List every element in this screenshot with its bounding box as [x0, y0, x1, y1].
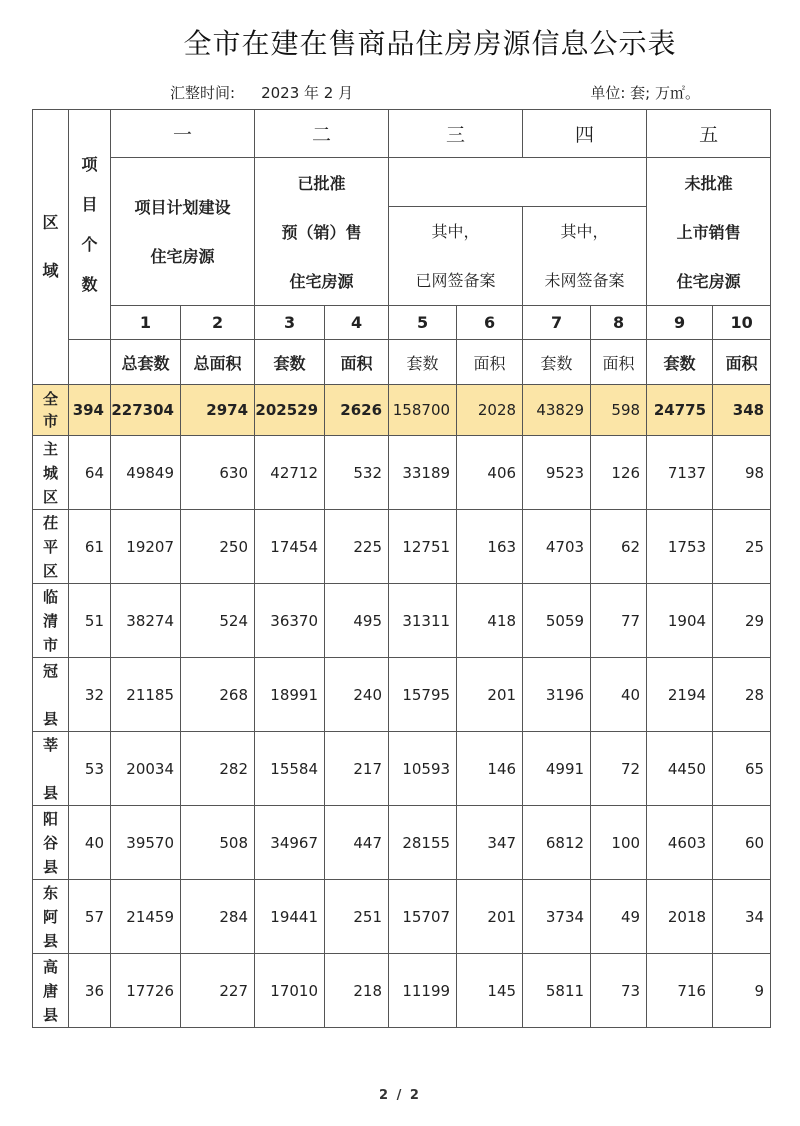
value-cell: 630	[181, 436, 255, 510]
value-cell: 347	[457, 806, 523, 880]
value-cell: 4603	[647, 806, 713, 880]
value-cell: 21185	[111, 658, 181, 732]
col-number: 3	[255, 306, 325, 340]
value-cell: 126	[591, 436, 647, 510]
region-name: 主 城 区	[33, 436, 69, 510]
value-cell: 25	[713, 510, 771, 584]
value-cell: 225	[325, 510, 389, 584]
value-cell: 39570	[111, 806, 181, 880]
table-row	[33, 732, 771, 806]
value-cell: 73	[591, 954, 647, 1028]
value-cell: 17454	[255, 510, 325, 584]
project-count: 57	[69, 880, 111, 954]
header-row-col-names	[33, 340, 771, 385]
value-cell: 42712	[255, 436, 325, 510]
table-row	[33, 584, 771, 658]
value-cell: 9	[713, 954, 771, 1028]
value-cell: 4703	[523, 510, 591, 584]
value-cell: 77	[591, 584, 647, 658]
group-unapproved-l1: 未批准	[647, 158, 771, 207]
header-project-count: 项 目 个 数	[69, 110, 111, 340]
project-count: 51	[69, 584, 111, 658]
table-row	[33, 436, 771, 510]
group-signed: 其中， 已网签备案	[389, 207, 523, 306]
value-cell: 17010	[255, 954, 325, 1028]
value-cell: 19441	[255, 880, 325, 954]
region-name: 东 阿 县	[33, 880, 69, 954]
group-unapproved-l2: 上市销售	[647, 207, 771, 257]
value-cell: 227304	[111, 385, 181, 436]
col-number: 8	[591, 306, 647, 340]
time-label: 汇整时间:	[170, 84, 236, 102]
value-cell: 34967	[255, 806, 325, 880]
value-cell: 15795	[389, 658, 457, 732]
value-cell: 2028	[457, 385, 523, 436]
section-1: 一	[111, 110, 255, 158]
region-name: 冠 县	[33, 658, 69, 732]
value-cell: 146	[457, 732, 523, 806]
value-cell: 5811	[523, 954, 591, 1028]
value-cell: 282	[181, 732, 255, 806]
col-number: 1	[111, 306, 181, 340]
header-region: 区 域	[33, 110, 69, 385]
project-count: 32	[69, 658, 111, 732]
value-cell: 250	[181, 510, 255, 584]
project-count: 61	[69, 510, 111, 584]
project-count: 40	[69, 806, 111, 880]
value-cell: 20034	[111, 732, 181, 806]
section-3: 三	[389, 110, 523, 158]
region-name: 全 市	[33, 385, 69, 436]
value-cell: 24775	[647, 385, 713, 436]
value-cell: 2626	[325, 385, 389, 436]
value-cell: 202529	[255, 385, 325, 436]
col-name: 面积	[457, 340, 523, 385]
col-number: 4	[325, 306, 389, 340]
table-row	[33, 658, 771, 732]
value-cell: 40	[591, 658, 647, 732]
total-row	[33, 385, 771, 436]
value-cell: 227	[181, 954, 255, 1028]
value-cell: 348	[713, 385, 771, 436]
value-cell: 49	[591, 880, 647, 954]
group-approved-l3: 住宅房源	[255, 256, 389, 306]
region-name: 莘 县	[33, 732, 69, 806]
region-name: 茌 平 区	[33, 510, 69, 584]
value-cell: 1904	[647, 584, 713, 658]
value-cell: 524	[181, 584, 255, 658]
value-cell: 17726	[111, 954, 181, 1028]
value-cell: 158700	[389, 385, 457, 436]
region-name: 高 唐 县	[33, 954, 69, 1028]
project-count: 53	[69, 732, 111, 806]
value-cell: 495	[325, 584, 389, 658]
col-number: 9	[647, 306, 713, 340]
value-cell: 36370	[255, 584, 325, 658]
value-cell: 10593	[389, 732, 457, 806]
page-title: 全市在建在售商品住房房源信息公示表	[183, 27, 677, 60]
value-cell: 163	[457, 510, 523, 584]
value-cell: 18991	[255, 658, 325, 732]
page-number: 2 / 2	[379, 1088, 421, 1103]
value-cell: 12751	[389, 510, 457, 584]
value-cell: 3734	[523, 880, 591, 954]
table-row	[33, 954, 771, 1028]
value-cell: 15707	[389, 880, 457, 954]
section-4: 四	[523, 110, 647, 158]
value-cell: 98	[713, 436, 771, 510]
col-number: 7	[523, 306, 591, 340]
value-cell: 15584	[255, 732, 325, 806]
value-cell: 284	[181, 880, 255, 954]
col-name: 面积	[591, 340, 647, 385]
table-row	[33, 510, 771, 584]
value-cell: 19207	[111, 510, 181, 584]
header-count-blank	[69, 340, 111, 385]
project-count: 36	[69, 954, 111, 1028]
group-unapproved-l3: 住宅房源	[647, 256, 771, 306]
value-cell: 201	[457, 880, 523, 954]
col-name: 套数	[389, 340, 457, 385]
value-cell: 2018	[647, 880, 713, 954]
value-cell: 33189	[389, 436, 457, 510]
header-row-groups-a	[33, 158, 771, 207]
value-cell: 31311	[389, 584, 457, 658]
value-cell: 2194	[647, 658, 713, 732]
value-cell: 28	[713, 658, 771, 732]
project-count: 394	[69, 385, 111, 436]
value-cell: 43829	[523, 385, 591, 436]
value-cell: 218	[325, 954, 389, 1028]
value-cell: 268	[181, 658, 255, 732]
group-unsigned: 其中， 未网签备案	[523, 207, 647, 306]
header-row-col-numbers	[33, 306, 771, 340]
value-cell: 447	[325, 806, 389, 880]
value-cell: 60	[713, 806, 771, 880]
value-cell: 49849	[111, 436, 181, 510]
value-cell: 418	[457, 584, 523, 658]
housing-table	[32, 109, 771, 1028]
value-cell: 508	[181, 806, 255, 880]
value-cell: 532	[325, 436, 389, 510]
table-row	[33, 806, 771, 880]
value-cell: 29	[713, 584, 771, 658]
col-name: 套数	[255, 340, 325, 385]
value-cell: 7137	[647, 436, 713, 510]
value-cell: 9523	[523, 436, 591, 510]
project-count: 64	[69, 436, 111, 510]
value-cell: 4991	[523, 732, 591, 806]
group-approved-l2: 预（销）售	[255, 207, 389, 257]
col-number: 2	[181, 306, 255, 340]
value-cell: 5059	[523, 584, 591, 658]
value-cell: 4450	[647, 732, 713, 806]
value-cell: 598	[591, 385, 647, 436]
value-cell: 62	[591, 510, 647, 584]
col-name: 套数	[647, 340, 713, 385]
col-name: 面积	[325, 340, 389, 385]
value-cell: 100	[591, 806, 647, 880]
value-cell: 2974	[181, 385, 255, 436]
section-2: 二	[255, 110, 389, 158]
unit-note: 单位: 套; 万㎡。	[590, 84, 700, 102]
header-row-sections	[33, 110, 771, 158]
value-cell: 240	[325, 658, 389, 732]
col-name: 套数	[523, 340, 591, 385]
col-number: 6	[457, 306, 523, 340]
group-approved-l1: 已批准	[255, 158, 389, 207]
value-cell: 716	[647, 954, 713, 1028]
value-cell: 217	[325, 732, 389, 806]
value-cell: 6812	[523, 806, 591, 880]
group-approved-ext	[389, 158, 647, 207]
value-cell: 65	[713, 732, 771, 806]
value-cell: 72	[591, 732, 647, 806]
value-cell: 145	[457, 954, 523, 1028]
value-cell: 251	[325, 880, 389, 954]
col-name: 总套数	[111, 340, 181, 385]
value-cell: 406	[457, 436, 523, 510]
value-cell: 3196	[523, 658, 591, 732]
value-cell: 11199	[389, 954, 457, 1028]
value-cell: 38274	[111, 584, 181, 658]
col-name: 面积	[713, 340, 771, 385]
region-name: 阳 谷 县	[33, 806, 69, 880]
col-number: 10	[713, 306, 771, 340]
group-planned: 项目计划建设 住宅房源	[111, 158, 255, 306]
value-cell: 34	[713, 880, 771, 954]
report-time	[170, 82, 353, 103]
section-5: 五	[647, 110, 771, 158]
value-cell: 21459	[111, 880, 181, 954]
region-name: 临 清 市	[33, 584, 69, 658]
value-cell: 201	[457, 658, 523, 732]
value-cell: 1753	[647, 510, 713, 584]
col-name: 总面积	[181, 340, 255, 385]
table-row	[33, 880, 771, 954]
time-value: 2023 年 2 月	[261, 84, 354, 102]
value-cell: 28155	[389, 806, 457, 880]
col-number: 5	[389, 306, 457, 340]
